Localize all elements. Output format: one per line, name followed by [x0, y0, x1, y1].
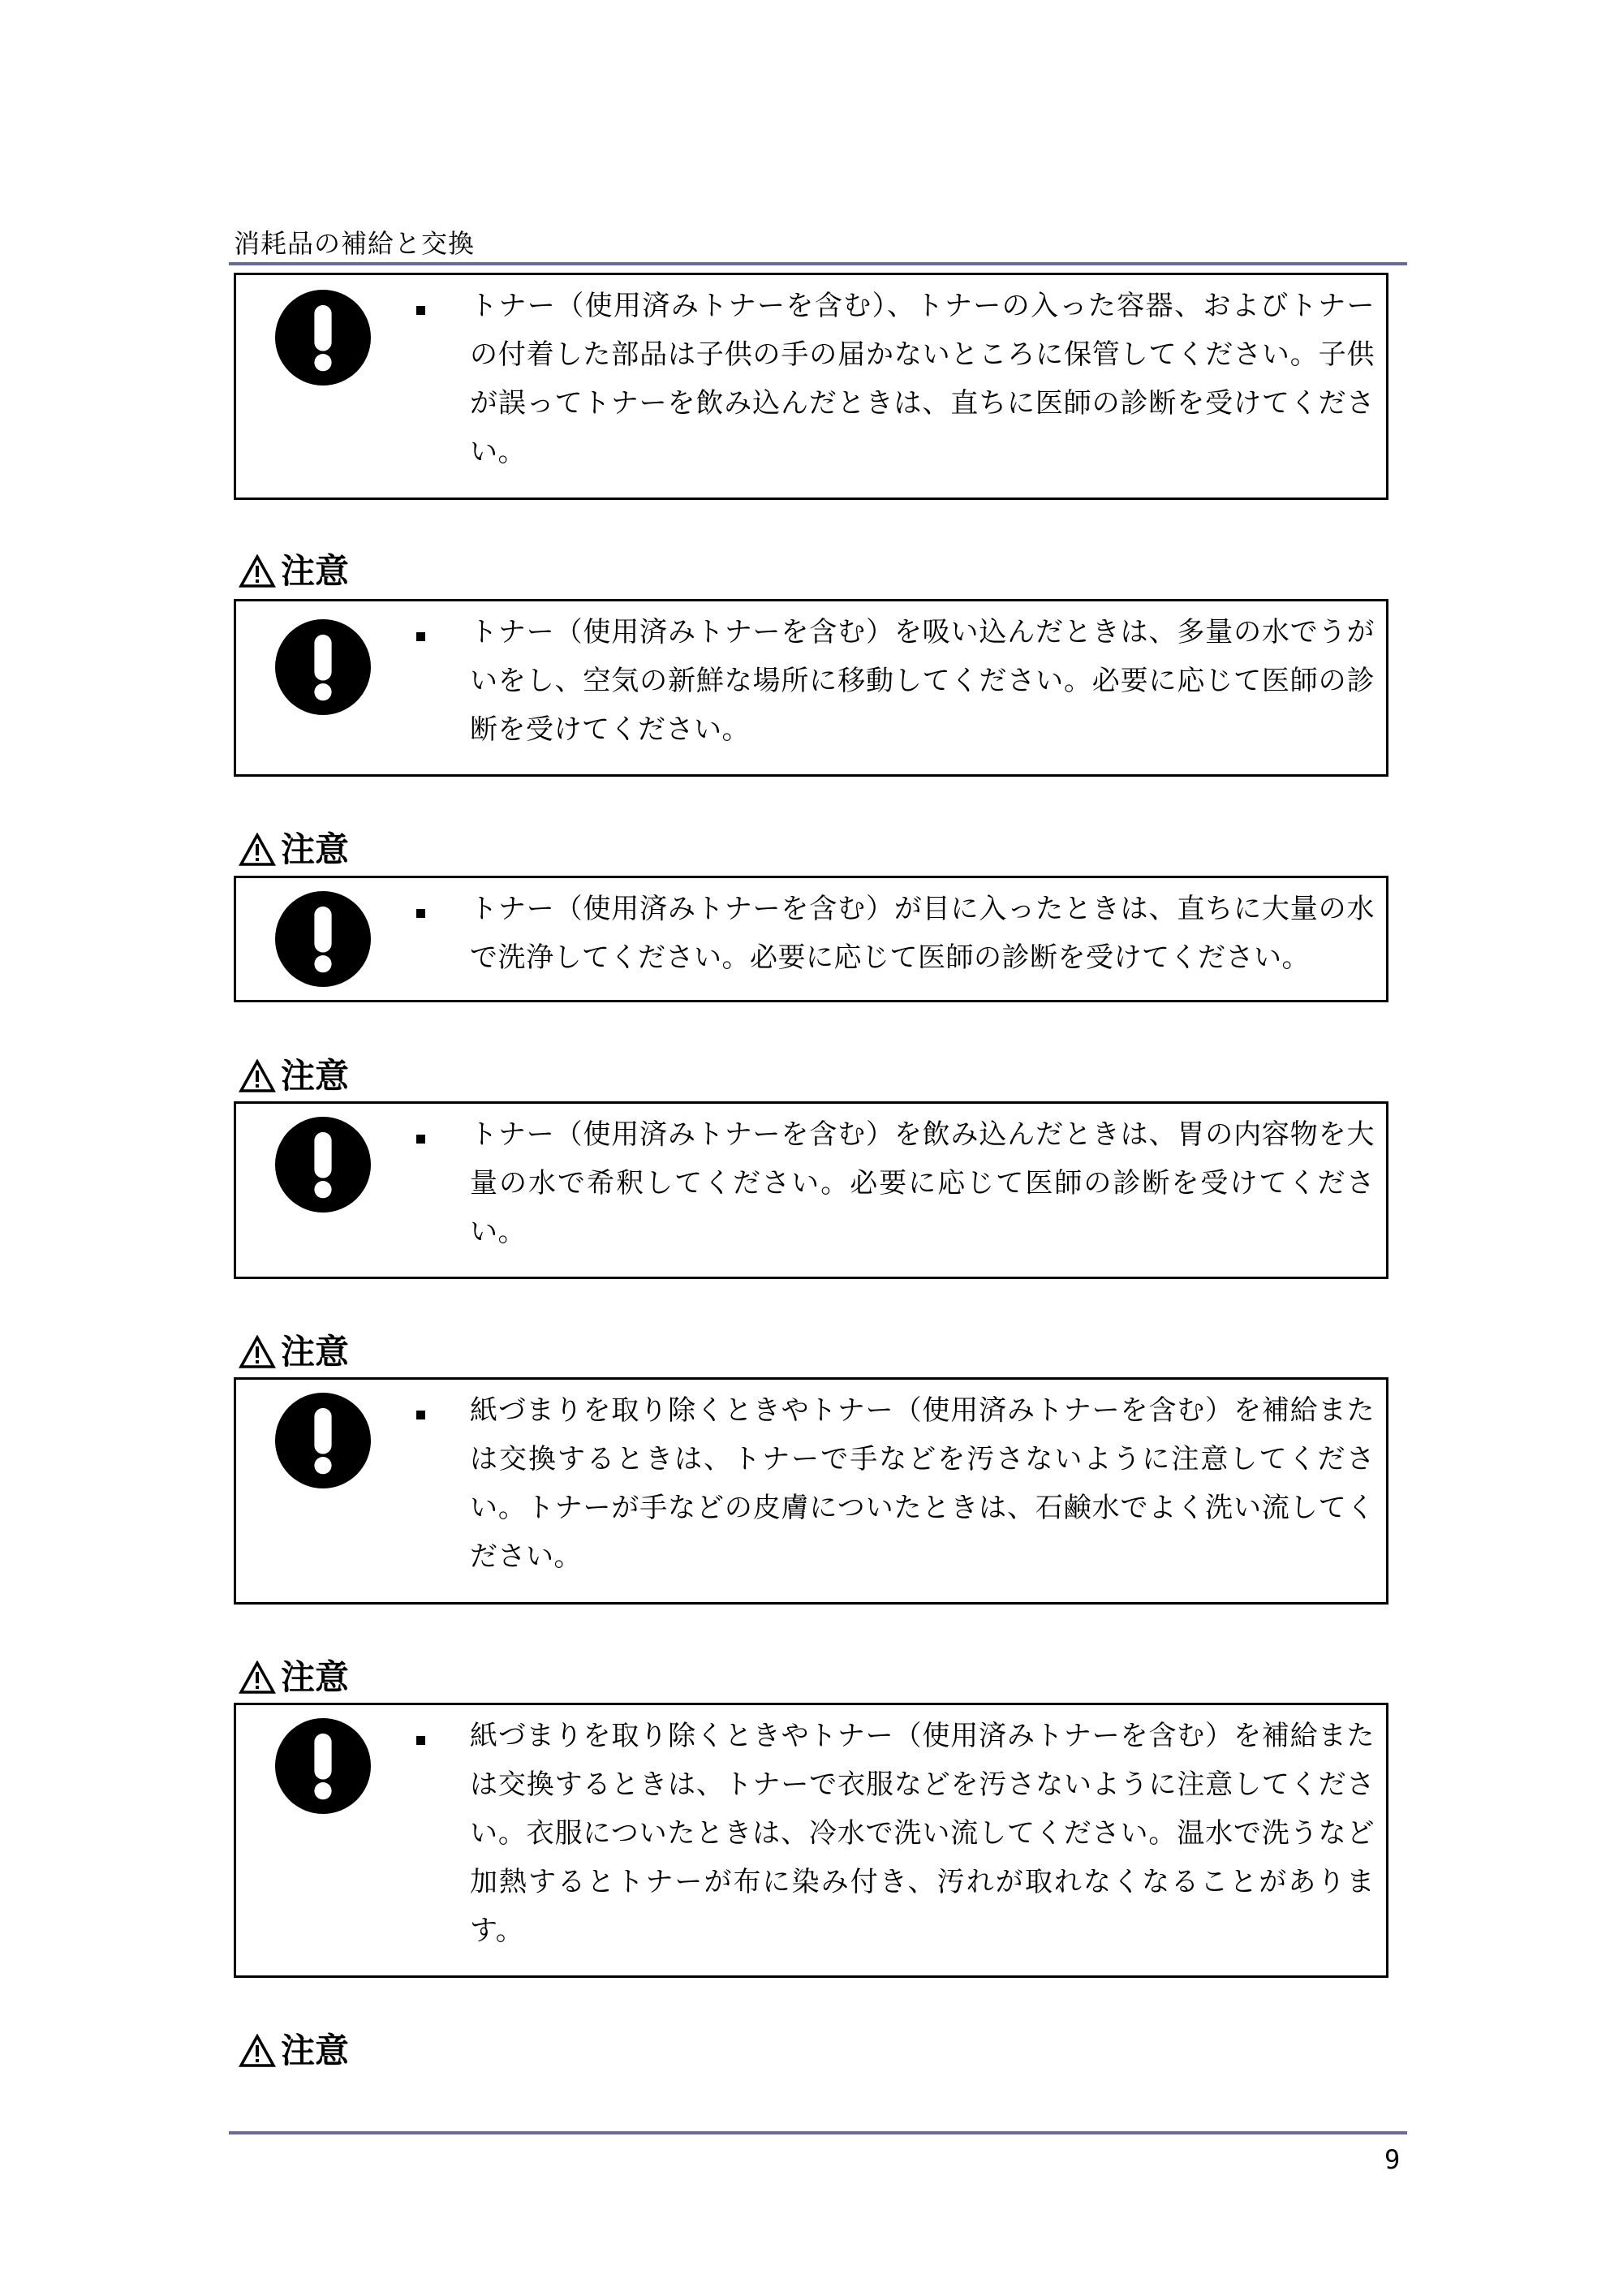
bullet	[416, 1135, 425, 1144]
notice-text: トナー（使用済みトナーを含む）を吸い込んだときは、多量の水でうがいをし、空気の新鮮な場所に移動してください。必要に応じて医師の診断を受けてください。	[470, 616, 1375, 746]
notice-box-4	[234, 1101, 1388, 1279]
caution-heading-5	[239, 1657, 350, 1697]
notice-box-1	[234, 273, 1388, 500]
bullet	[416, 632, 425, 641]
notice-box-2	[234, 599, 1388, 777]
header-rule	[229, 262, 1407, 265]
caution-label: 注意	[281, 551, 350, 591]
caution-label: 注意	[281, 829, 350, 869]
footer-rule	[229, 2131, 1407, 2134]
notice-box-6	[234, 1703, 1388, 1978]
notice-text: トナー（使用済みトナーを含む）、トナーの入った容器、およびトナーの付着した部品は子供の手の届かないところに保管してください。子供が誤ってトナーを飲み込んだときは、直ちに医師の診断を受けてください。	[470, 290, 1375, 468]
warning-triangle-icon	[239, 554, 276, 588]
caution-heading-2	[239, 829, 350, 869]
bullet	[416, 1736, 425, 1745]
page-number: 9	[1384, 2144, 1401, 2175]
warning-triangle-icon	[239, 1335, 276, 1369]
bullet	[416, 306, 425, 315]
caution-heading-6	[239, 2031, 350, 2070]
caution-heading-3	[239, 1056, 350, 1096]
exclamation-icon	[275, 290, 371, 386]
page-header: 消耗品の補給と交換	[234, 228, 476, 259]
notice-text: トナー（使用済みトナーを含む）が目に入ったときは、直ちに大量の水で洗浄してください。必要に応じて医師の診断を受けてください。	[470, 893, 1375, 974]
exclamation-icon	[275, 891, 371, 987]
caution-label: 注意	[281, 1657, 350, 1697]
warning-triangle-icon	[239, 1059, 276, 1093]
notice-box-3	[234, 876, 1388, 1002]
caution-label: 注意	[281, 2031, 350, 2070]
warning-triangle-icon	[239, 833, 276, 867]
bullet	[416, 1411, 425, 1419]
exclamation-icon	[275, 1718, 371, 1814]
caution-label: 注意	[281, 1056, 350, 1096]
warning-triangle-icon	[239, 2034, 276, 2068]
exclamation-icon	[275, 619, 371, 715]
caution-label: 注意	[281, 1332, 350, 1372]
exclamation-icon	[275, 1393, 371, 1488]
caution-heading-4	[239, 1332, 350, 1372]
notice-box-5	[234, 1377, 1388, 1605]
bullet	[416, 909, 425, 918]
exclamation-icon	[275, 1117, 371, 1213]
notice-text: トナー（使用済みトナーを含む）を飲み込んだときは、胃の内容物を大量の水で希釈してください。必要に応じて医師の診断を受けてください。	[470, 1118, 1375, 1248]
notice-text: 紙づまりを取り除くときやトナー（使用済みトナーを含む）を補給または交換するときは、トナーで手などを汚さないように注意してください。トナーが手などの皮膚についたときは、石鹸水でよく洗い流してください。	[470, 1394, 1375, 1573]
warning-triangle-icon	[239, 1661, 276, 1695]
caution-heading-1	[239, 551, 350, 591]
notice-text: 紙づまりを取り除くときやトナー（使用済みトナーを含む）を補給または交換するときは、トナーで衣服などを汚さないように注意してください。衣服についたときは、冷水で洗い流してください。温水で洗うなど加熱するとトナーが布に染み付き、汚れが取れなくなることがあります。	[470, 1720, 1375, 1947]
